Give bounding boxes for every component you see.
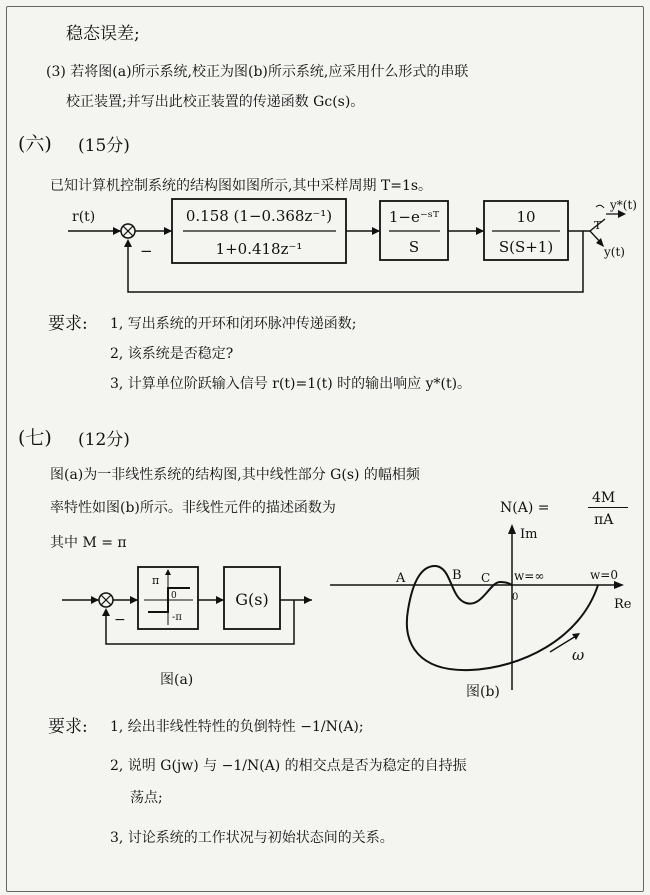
- section-7-requirement-2b: 荡点;: [130, 790, 163, 806]
- prev-section-heading: 稳态误差;: [66, 24, 140, 44]
- figure-b-caption: 图(b): [466, 684, 500, 700]
- section-7-intro-line2: 率特性如图(b)所示。非线性元件的描述函数为: [50, 500, 336, 516]
- relay-negative-level: -π: [172, 612, 182, 623]
- section-7-intro-line3: 其中 M = π: [50, 535, 127, 551]
- curve-point-c: C: [481, 571, 491, 585]
- real-axis-label: Re: [614, 597, 632, 612]
- section-7-requirement-3: 3, 讨论系统的工作状况与初始状态间的关系。: [110, 830, 394, 846]
- section-6-requirement-3: 3, 计算单位阶跃输入信号 r(t)=1(t) 时的输出响应 y*(t)。: [110, 376, 472, 392]
- prev-question-3-line2: 校正装置;并写出此校正装置的传递函数 Gc(s)。: [66, 94, 365, 110]
- sampled-output-label: y*(t): [610, 198, 637, 212]
- zoh-denominator: S: [408, 238, 420, 256]
- nonlinear-feedback-sign: −: [114, 612, 126, 628]
- figure-a-caption: 图(a): [160, 672, 194, 688]
- intersection-point-a: A: [396, 571, 406, 586]
- feedback-sign: −: [140, 242, 153, 260]
- sampler-period-label: T: [594, 219, 602, 232]
- section-6-requirements-label: 要求:: [48, 314, 88, 334]
- describing-function-denominator: πA: [594, 512, 614, 528]
- relay-positive-level: π: [152, 574, 160, 587]
- plant-numerator: 10: [516, 208, 536, 226]
- relay-origin: 0: [171, 591, 177, 601]
- describing-function-numerator: 4M: [592, 490, 616, 506]
- section-7-intro-line1: 图(a)为一非线性系统的结构图,其中线性部分 G(s) 的幅相频: [50, 467, 420, 483]
- section-6-heading: (六): [18, 133, 52, 155]
- section-7-requirement-1: 1, 绘出非线性特性的负倒特性 −1/N(A);: [110, 719, 364, 735]
- controller-denominator: 1+0.418z⁻¹: [215, 240, 303, 258]
- continuous-output-label: y(t): [604, 245, 625, 259]
- plant-denominator: S(S+1): [498, 238, 554, 256]
- linear-part-label: G(s): [235, 590, 269, 609]
- input-signal-label: r(t): [72, 209, 96, 225]
- section-6-points: (15分): [78, 136, 130, 156]
- section-6-requirement-1: 1, 写出系统的开环和闭环脉冲传递函数;: [110, 316, 357, 332]
- prev-question-3-line1: (3) 若将图(a)所示系统,校正为图(b)所示系统,应采用什么形式的串联: [46, 64, 469, 80]
- section-7-requirement-2a: 2, 说明 G(jw) 与 −1/N(A) 的相交点是否为稳定的自持振: [110, 758, 467, 774]
- frequency-direction-label: ω: [572, 646, 585, 664]
- w-zero-label: w=0: [590, 568, 618, 582]
- nyquist-curve: [407, 566, 598, 670]
- origin-label: 0: [512, 592, 519, 603]
- controller-numerator: 0.158 (1−0.368z⁻¹): [185, 207, 333, 225]
- section-7-points: (12分): [78, 430, 130, 450]
- describing-function-lhs: N(A) =: [500, 500, 550, 516]
- section-6-intro: 已知计算机控制系统的结构图如图所示,其中采样周期 T=1s。: [50, 178, 433, 194]
- curve-point-b: B: [452, 568, 462, 583]
- section-7-requirements-label: 要求:: [48, 717, 88, 737]
- section-6-requirement-2: 2, 该系统是否稳定?: [110, 346, 234, 362]
- w-infinity-label: w=∞: [514, 569, 545, 583]
- zoh-numerator: 1−e⁻ˢᵀ: [388, 208, 440, 226]
- section-7-heading: (七): [18, 427, 52, 449]
- imag-axis-label: Im: [520, 527, 538, 542]
